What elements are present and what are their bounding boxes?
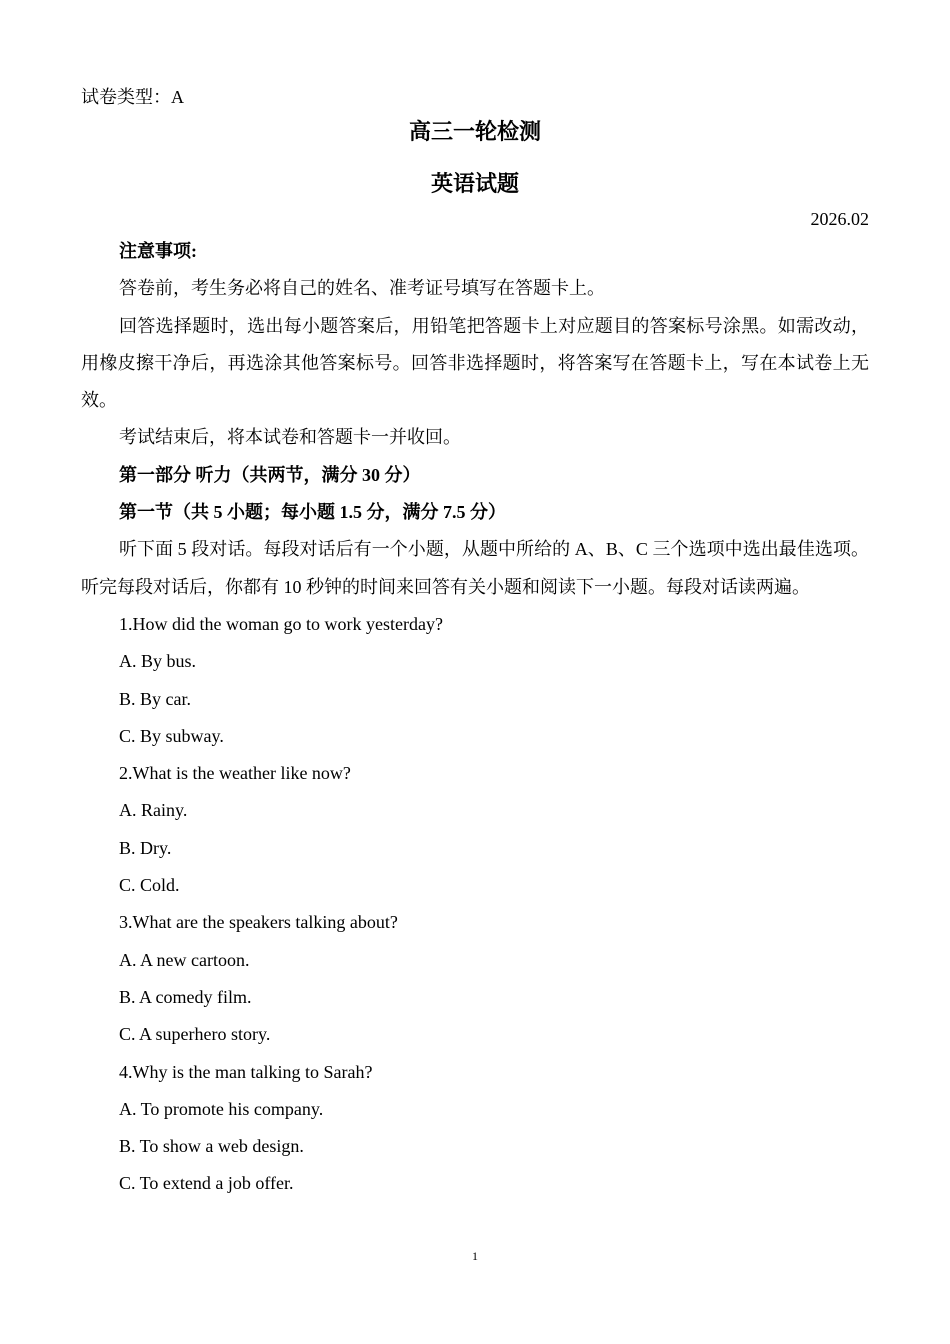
instruction-item: 考试结束后，将本试卷和答题卡一并收回。: [119, 427, 461, 448]
question-4: [81, 1054, 869, 1203]
question-option: B. To show a web design.: [119, 1136, 304, 1157]
question-option: C. A superhero story.: [119, 1024, 271, 1045]
question-1: [81, 606, 869, 755]
instruction-item: 答卷前，考生务必将自己的姓名、准考证号填写在答题卡上。: [119, 278, 605, 299]
instruction-item: 回答选择题时，选出每小题答案后，用铅笔把答题卡上对应题目的答案标号涂黑。如需改动，用橡皮擦干净后，再选涂其他答案标号。回答非选择题时，将答案写在答题卡上，写在本试卷上无效。: [81, 315, 869, 411]
exam-date: 2026.02: [810, 209, 869, 229]
exam-body: [81, 233, 869, 1203]
question-option: B. Dry.: [119, 837, 172, 858]
section-one-directions: 听下面 5 段对话。每段对话后有一个小题，从题中所给的 A、B、C 三个选项中选出最佳选项。听完每段对话后，你都有 10 秒钟的时间来回答有关小题和阅读下一小题。每段对话读两遍。: [81, 539, 869, 597]
exam-title: 高三一轮检测: [408, 119, 541, 144]
question-option: B. A comedy film.: [119, 986, 252, 1007]
page-number: 1: [472, 1249, 478, 1263]
question-2: [81, 755, 869, 904]
exam-subject: 英语试题: [430, 171, 519, 196]
section-one-heading: 第一节（共 5 小题；每小题 1.5 分，满分 7.5 分）: [119, 502, 506, 523]
instructions-heading: 注意事项:: [119, 241, 197, 261]
question-option: A. To promote his company.: [119, 1098, 324, 1119]
question-3: [81, 904, 869, 1053]
part-one-heading: 第一部分 听力（共两节，满分 30 分）: [119, 464, 421, 485]
question-stem: 4.Why is the man talking to Sarah?: [119, 1061, 373, 1082]
question-stem: 3.What are the speakers talking about?: [119, 912, 398, 933]
question-option: B. By car.: [119, 688, 191, 709]
paper-type-label: 试卷类型：A: [81, 87, 184, 107]
question-stem: 2.What is the weather like now?: [119, 763, 351, 784]
question-option: C. To extend a job offer.: [119, 1173, 294, 1194]
question-option: A. By bus.: [119, 651, 197, 672]
question-option: C. By subway.: [119, 725, 224, 746]
question-option: A. Rainy.: [119, 800, 188, 821]
question-option: C. Cold.: [119, 875, 180, 896]
question-option: A. A new cartoon.: [119, 949, 250, 970]
question-stem: 1.How did the woman go to work yesterday?: [119, 613, 443, 634]
